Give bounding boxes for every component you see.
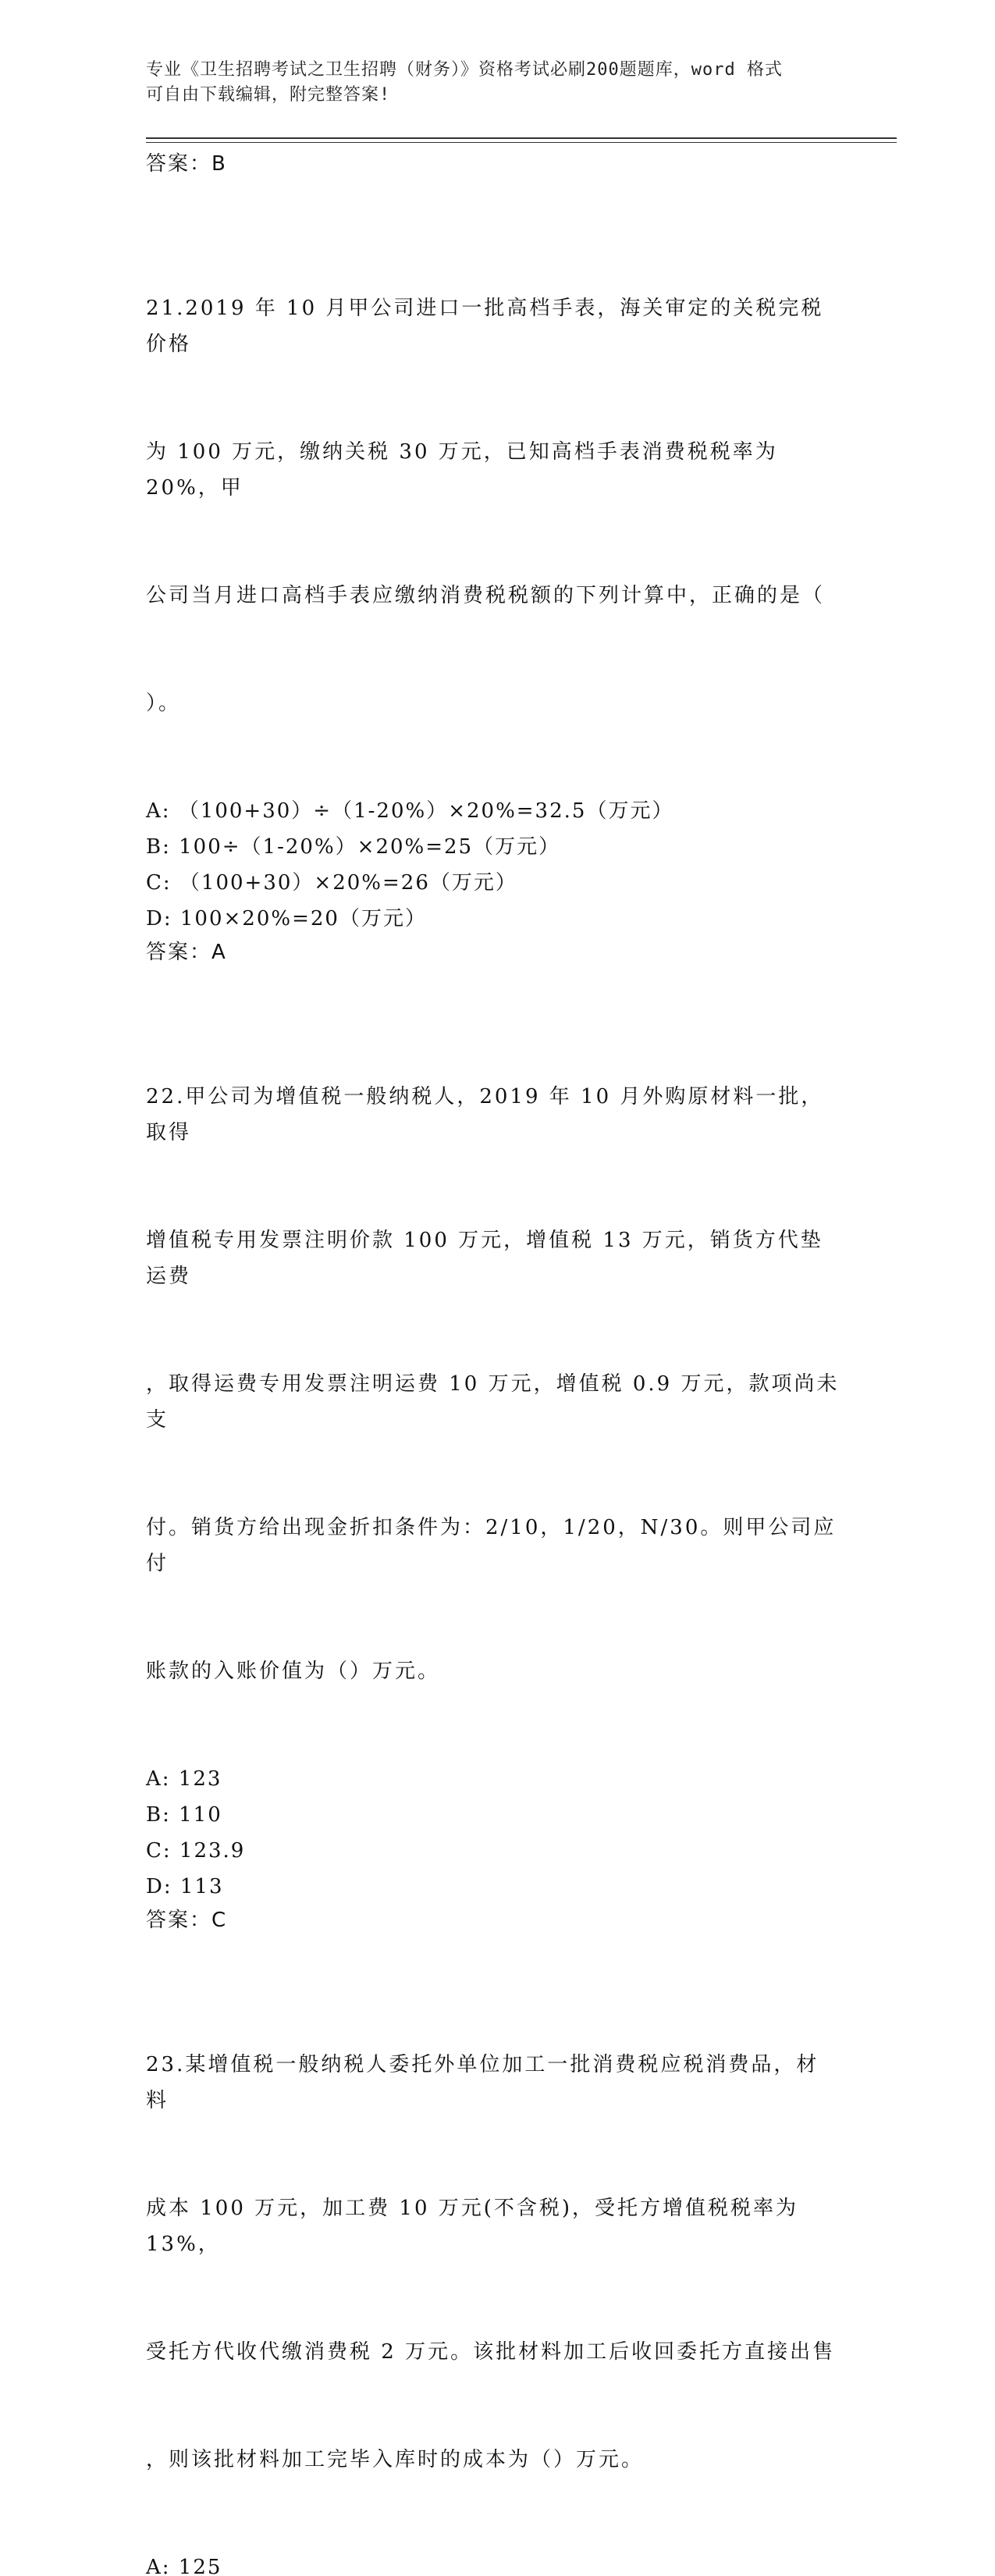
question-line: 受托方代收代缴消费税 2 万元。该批材料加工后收回委托方直接出售 (146, 2340, 836, 2364)
header-divider-thin (146, 142, 897, 143)
question-line: ，则该批材料加工完毕入库时的成本为（）万元。 (146, 2448, 645, 2471)
option-c: C: 123.9 (146, 1839, 246, 1863)
question-line: ）。 (146, 692, 182, 715)
question-line: 成本 100 万元，加工费 10 万元(不含税)，受托方增值税税率为 13%， (146, 2197, 808, 2256)
option-b: B: 100÷（1-20%）×20%=25（万元） (146, 835, 561, 859)
question-line: 23.某增值税一般纳税人委托外单位加工一批消费税应税消费品，材料 (146, 2053, 819, 2112)
question-line: 22.甲公司为增值税一般纳税人，2019 年 10 月外购原材料一批，取得 (146, 1085, 824, 1144)
question-list (146, 148, 840, 2576)
option-a: A: （100+30）÷（1-20%）×20%=32.5（万元） (146, 799, 674, 823)
header-note (146, 58, 833, 108)
option-b: B: 110 (146, 1803, 222, 1827)
question-line: ，取得运费专用发票注明运费 10 万元，增值税 0.9 万元，款项尚未支 (146, 1372, 840, 1432)
option-a: A: 123 (146, 1767, 222, 1791)
option-a: A: 125 (146, 2556, 222, 2576)
option-d: D: 100×20%=20（万元） (146, 907, 427, 930)
question-21 (146, 219, 840, 973)
question-line: 账款的入账价值为（）万元。 (146, 1660, 441, 1683)
question-line: 21.2019 年 10 月甲公司进口一批高档手表，海关审定的关税完税价格 (146, 297, 824, 356)
question-23 (146, 1975, 840, 2576)
previous-answer: 答案：B (146, 152, 227, 176)
header-divider-thick (146, 137, 897, 139)
question-text (146, 1007, 840, 1761)
header-line-2: 可自由下载编辑，附完整答案! (146, 85, 391, 105)
question-line: 为 100 万元，缴纳关税 30 万元，已知高档手表消费税税率为 20%，甲 (146, 440, 787, 500)
question-text (146, 219, 840, 793)
question-line: 增值税专用发票注明价款 100 万元，增值税 13 万元，销货方代垫运费 (146, 1229, 823, 1288)
answer: 答案：A (146, 941, 227, 964)
question-22 (146, 1007, 840, 1941)
header-line-1: 专业《卫生招聘考试之卫生招聘（财务）》资格考试必刷200题题库，word 格式 (146, 60, 783, 80)
option-c: C: （100+30）×20%=26（万元） (146, 871, 517, 895)
question-line: 公司当月进口高档手表应缴纳消费税税额的下列计算中，正确的是（ (146, 584, 826, 607)
answer: 答案：C (146, 1909, 228, 1932)
option-d: D: 113 (146, 1875, 224, 1898)
question-text (146, 1975, 840, 2549)
question-line: 付。销货方给出现金折扣条件为：2/10，1/20，N/30。则甲公司应付 (146, 1516, 837, 1575)
